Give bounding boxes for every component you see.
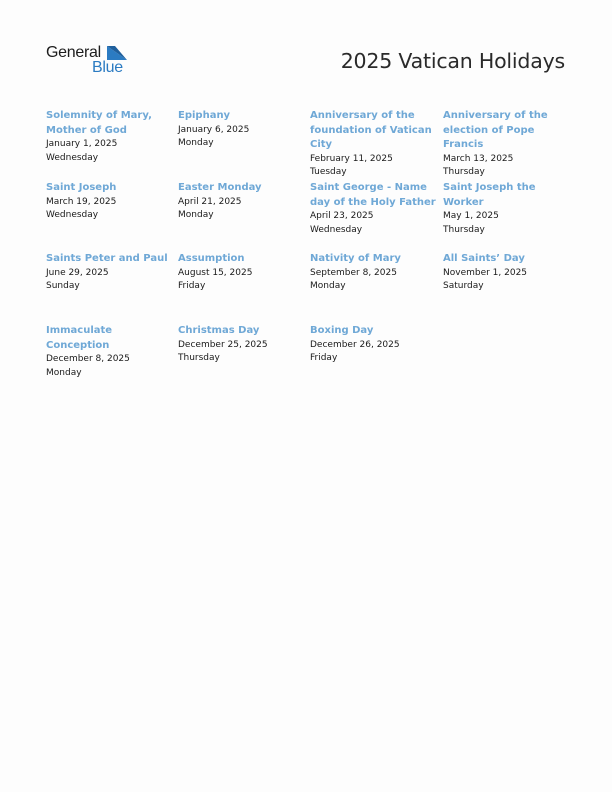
holiday-name: All Saints’ Day — [443, 253, 525, 264]
holiday-name: Saints Peter and Paul — [46, 253, 168, 264]
holiday-date: September 8, 2025 — [310, 267, 397, 278]
logo-flag-icon — [107, 46, 127, 60]
holiday-weekday: Friday — [178, 281, 206, 291]
holiday-entry — [443, 109, 576, 180]
holiday-weekday: Monday — [310, 281, 346, 291]
holiday-date: March 19, 2025 — [46, 196, 117, 207]
holiday-weekday: Wednesday — [310, 224, 363, 235]
holiday-entry — [310, 324, 438, 366]
holiday-date: December 8, 2025 — [46, 354, 130, 364]
holiday-weekday: Tuesday — [310, 167, 347, 177]
holiday-weekday: Saturday — [443, 281, 484, 291]
holiday-entry — [310, 181, 438, 237]
holiday-date: February 11, 2025 — [310, 153, 393, 164]
page-title: 2025 Vatican Holidays — [340, 49, 565, 73]
holiday-name: Epiphany — [178, 110, 231, 121]
logo-word-general: General — [46, 44, 101, 61]
holiday-entry — [178, 324, 306, 366]
holiday-weekday: Monday — [46, 367, 82, 378]
holiday-entry — [443, 181, 576, 237]
holiday-weekday: Monday — [178, 138, 214, 148]
holiday-name: Anniversary of the foundation of Vatican City — [310, 110, 432, 150]
holiday-weekday: Wednesday — [46, 152, 99, 163]
holiday-name: Saint Joseph — [46, 182, 117, 193]
holiday-weekday: Thursday — [443, 224, 485, 235]
holiday-weekday: Friday — [310, 353, 338, 363]
generalblue-logo — [46, 44, 130, 78]
holiday-name: Christmas Day — [178, 325, 260, 336]
holiday-entry — [310, 109, 438, 180]
holiday-name: Anniversary of the election of Pope Francis — [443, 110, 548, 150]
holiday-entry — [46, 181, 174, 223]
holiday-entry — [46, 252, 174, 294]
holiday-date: May 1, 2025 — [443, 211, 499, 221]
holiday-name: Immaculate Conception — [46, 325, 113, 351]
holiday-name: Easter Monday — [178, 182, 262, 193]
holiday-date: January 6, 2025 — [178, 124, 250, 135]
holiday-name: Boxing Day — [310, 325, 374, 336]
holiday-name: Saint George - Name day of the Holy Father — [310, 182, 436, 208]
holiday-date: August 15, 2025 — [178, 267, 253, 278]
holiday-weekday: Thursday — [178, 353, 220, 363]
holiday-entry — [178, 252, 306, 294]
holiday-date: December 26, 2025 — [310, 339, 400, 350]
holiday-entry — [46, 109, 174, 165]
holiday-entry — [178, 181, 306, 223]
holiday-date: June 29, 2025 — [46, 267, 109, 278]
logo-word-blue: Blue — [92, 59, 123, 76]
holiday-date: January 1, 2025 — [46, 139, 118, 149]
holiday-weekday: Sunday — [46, 281, 80, 291]
holiday-entry — [310, 252, 438, 294]
holiday-date: November 1, 2025 — [443, 267, 528, 278]
holiday-date: March 13, 2025 — [443, 153, 514, 164]
holiday-entry — [46, 324, 174, 380]
holiday-entry — [178, 109, 306, 151]
holiday-weekday: Thursday — [443, 167, 485, 177]
holiday-date: December 25, 2025 — [178, 339, 268, 350]
holiday-date: April 21, 2025 — [178, 196, 242, 207]
holiday-date: April 23, 2025 — [310, 211, 374, 221]
holiday-name: Assumption — [178, 253, 245, 264]
holiday-weekday: Wednesday — [46, 210, 99, 220]
holiday-name: Nativity of Mary — [310, 253, 401, 264]
holiday-entry — [443, 252, 576, 294]
holiday-weekday: Monday — [178, 210, 214, 220]
holiday-name: Solemnity of Mary, Mother of God — [46, 110, 152, 136]
holiday-name: Saint Joseph the Worker — [443, 182, 536, 208]
